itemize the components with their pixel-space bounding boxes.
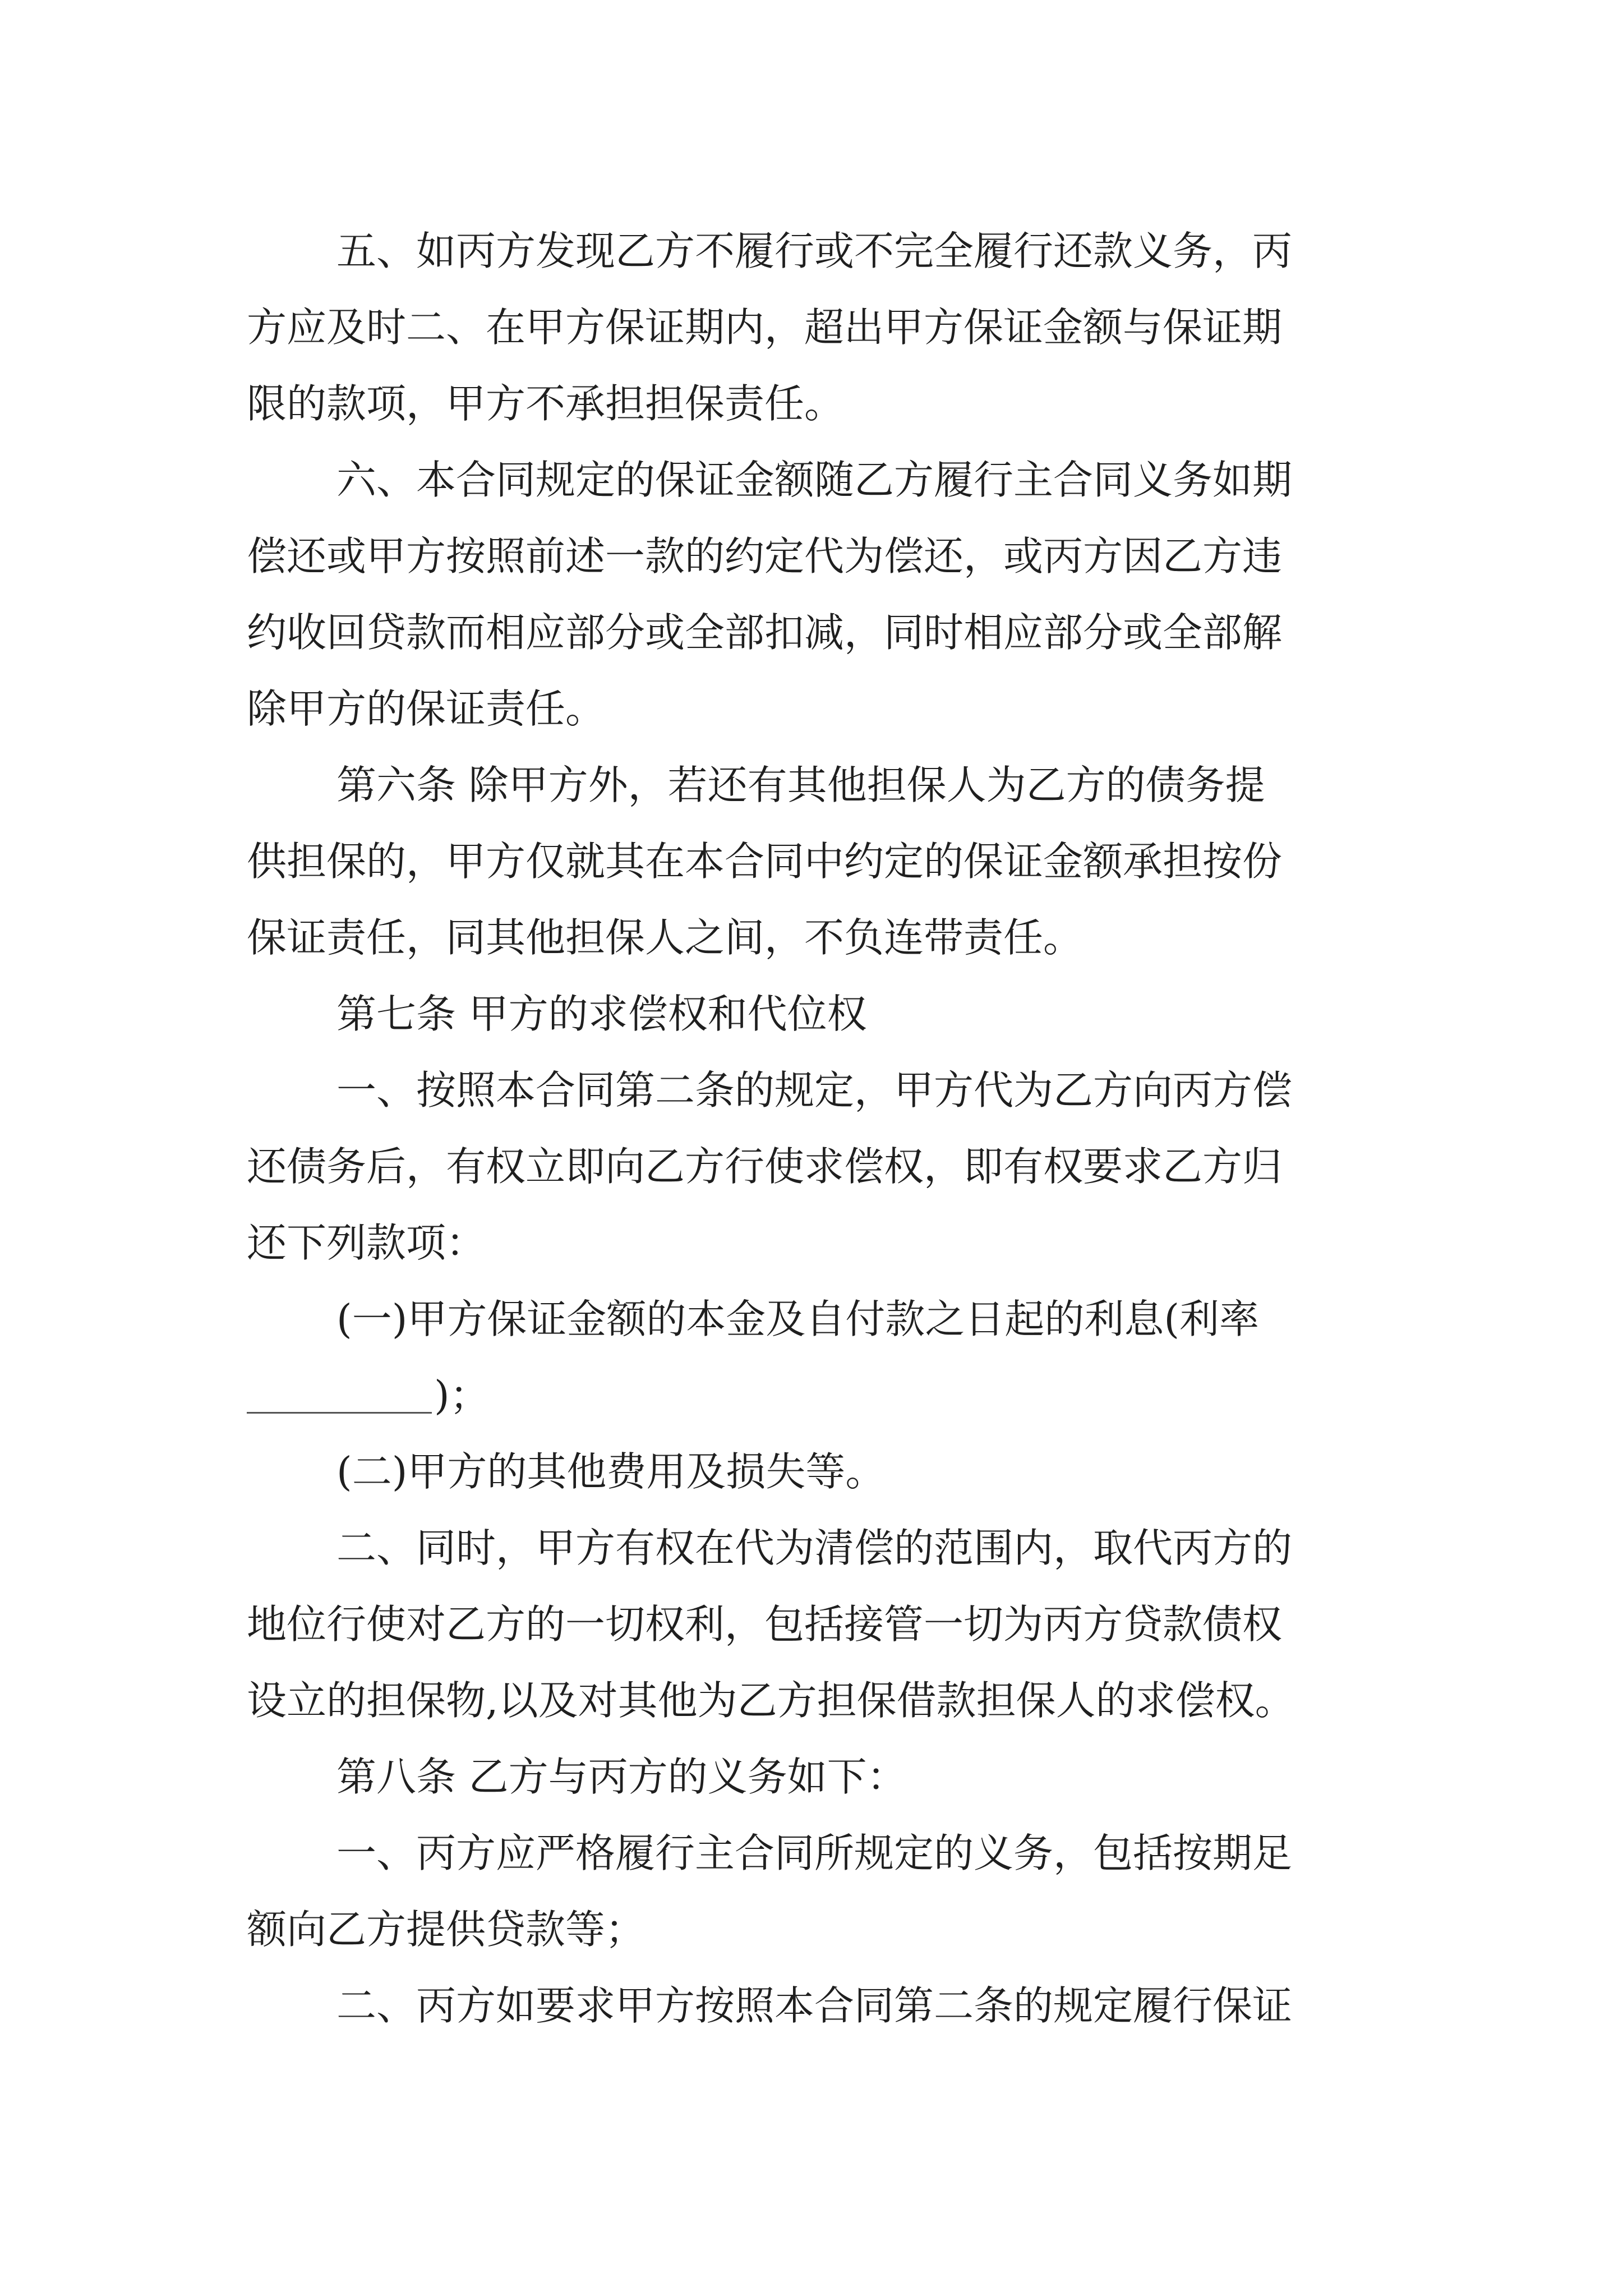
text-line: 方应及时二、在甲方保证期内，超出甲方保证金额与保证期 [247, 304, 1283, 351]
paragraph-clause-5 [247, 213, 1391, 442]
text-line: (一)甲方保证金额的本金及自付款之日起的利息(利率 [336, 1296, 1260, 1342]
text-line: 二、同时，甲方有权在代为清偿的范围内，取代丙方的 [336, 1525, 1293, 1571]
text-line: 约收回贷款而相应部分或全部扣减，同时相应部分或全部解 [247, 609, 1283, 656]
text-line: 第七条 甲方的求偿权和代位权 [336, 991, 867, 1037]
text-line: 供担保的，甲方仅就其在本合同中约定的保证金额承担按份 [247, 838, 1283, 885]
paragraph-subitem-1 [247, 1281, 1391, 1434]
paragraph-subitem-2 [247, 1434, 1391, 1510]
text-line: 二、丙方如要求甲方按照本合同第二条的规定履行保证 [336, 1982, 1293, 2029]
text-line: 六、本合同规定的保证金额随乙方履行主合同义务如期 [336, 457, 1293, 503]
paragraph-article-8-item-2 [247, 1968, 1391, 2044]
text-line: 偿还或甲方按照前述一款的约定代为偿还，或丙方因乙方违 [247, 533, 1283, 579]
text-line: 一、按照本合同第二条的规定，甲方代为乙方向丙方偿 [336, 1067, 1293, 1114]
text-line: 还下列款项： [247, 1220, 486, 1266]
heading-article-8 [247, 1739, 1391, 1815]
text-line: 除甲方的保证责任。 [247, 685, 606, 732]
paragraph-clause-6 [247, 442, 1391, 747]
text-line: 限的款项，甲方不承担担保责任。 [247, 380, 845, 427]
paragraph-article-7-item-1 [247, 1052, 1391, 1281]
paragraph-article-7-item-2 [247, 1510, 1391, 1739]
text-line: 额向乙方提供贷款等； [247, 1906, 645, 1953]
text-line: 保证责任，同其他担保人之间，不负连带责任。 [247, 914, 1083, 961]
heading-article-7 [247, 976, 1391, 1052]
text-line: 一、丙方应严格履行主合同所规定的义务，包括按期足 [336, 1830, 1293, 1876]
text-line: 五、如丙方发现乙方不履行或不完全履行还款义务，丙 [336, 228, 1293, 274]
fill-in-blank [247, 1367, 432, 1414]
text-line: (二)甲方的其他费用及损失等。 [336, 1448, 886, 1495]
text-line: 第六条 除甲方外，若还有其他担保人为乙方的债务提 [336, 762, 1265, 808]
text-line [247, 1358, 1391, 1434]
line-tail: )； [434, 1372, 490, 1419]
paragraph-article-8-item-1 [247, 1815, 1391, 1968]
text-line: 设立的担保物,以及对其他为乙方担保借款担保人的求偿权。 [247, 1677, 1295, 1724]
text-line: 地位行使对乙方的一切权利，包括接管一切为丙方贷款债权 [247, 1601, 1283, 1648]
text-line: 第八条 乙方与丙方的义务如下： [336, 1754, 907, 1800]
paragraph-article-6 [247, 747, 1391, 976]
text-line: 还债务后，有权立即向乙方行使求偿权，即有权要求乙方归 [247, 1143, 1283, 1190]
document-body [247, 213, 1391, 2044]
